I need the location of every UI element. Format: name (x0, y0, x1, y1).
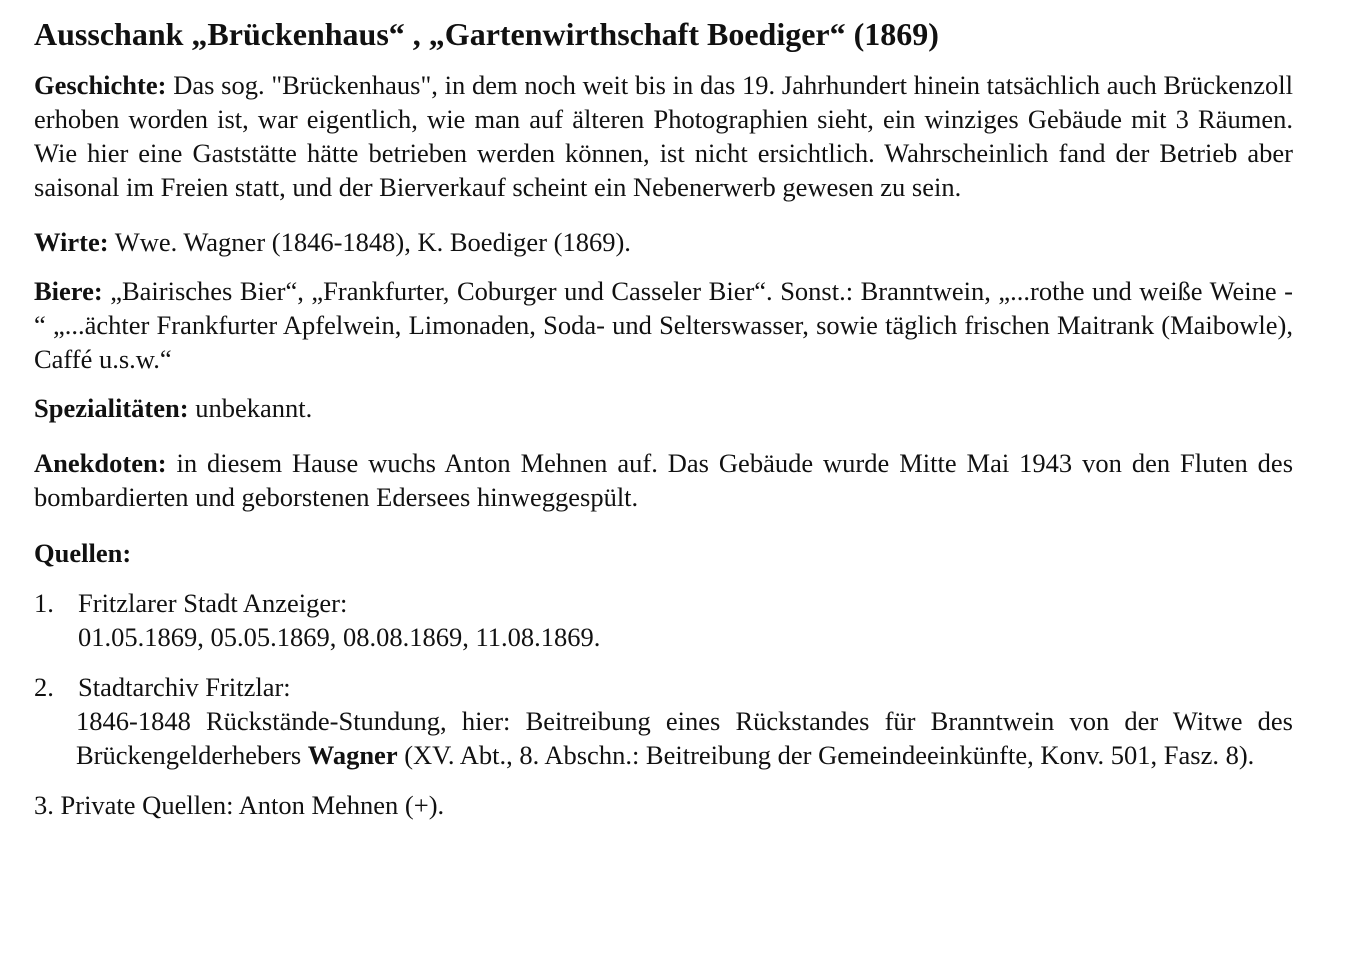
source-item (34, 670, 1293, 772)
spezialitaeten-paragraph (34, 391, 1293, 425)
spezialitaeten-text: unbekannt. (195, 393, 313, 423)
wirte-text: Wwe. Wagner (1846-1848), K. Boediger (1869). (114, 227, 631, 257)
anekdoten-paragraph (34, 446, 1293, 514)
source-title: Stadtarchiv Fritzlar: (78, 672, 291, 702)
source-item (34, 586, 1293, 654)
source-text: 01.05.1869, 05.05.1869, 08.08.1869, 11.08.1869. (78, 622, 601, 652)
source-text: 1846-1848 Rückstände-Stundung, hier: Beitreibung eines Rückstandes für Branntwein von der Witwe des Brückengelderhebers (76, 706, 1293, 770)
page-title: Ausschank „Brückenhaus“ , „Gartenwirthschaft Boediger“ (1869) (34, 16, 939, 52)
biere-text: „Bairisches Bier“, „Frankfurter, Coburger und Casseler Bier“. Sonst.: Branntwein, „...rothe und weiße Weine - “ „...ächter Frankfurter Apfelwein, Limonaden, Soda- und Selterswasser, sowie täglich frischen Maitrank (Maibowle), Caffé u.s.w.“ (34, 276, 1293, 374)
spezialitaeten-label: Spezialitäten: (34, 393, 189, 423)
source-item (34, 788, 1293, 822)
wirte-paragraph (34, 225, 1293, 259)
biere-paragraph (34, 274, 1293, 376)
source-title: Fritzlarer Stadt Anzeiger: (78, 588, 348, 618)
source-number: 2. (34, 672, 54, 702)
quellen-heading (34, 536, 1293, 570)
anekdoten-text: in diesem Hause wuchs Anton Mehnen auf. Das Gebäude wurde Mitte Mai 1943 von den Fluten des bombardierten und geborstenen Edersees hinweggespült. (34, 448, 1294, 512)
source-text-block (76, 704, 1293, 772)
anekdoten-label: Anekdoten: (34, 448, 167, 478)
source-name-bold: Wagner (307, 740, 398, 770)
source-text-continued: (XV. Abt., 8. Abschn.: Beitreibung der Gemeindeeinkünfte, Konv. 501, Fasz. 8). (404, 740, 1255, 770)
document-page (34, 14, 1293, 822)
geschichte-label: Geschichte: (34, 70, 167, 100)
geschichte-text: Das sog. "Brückenhaus", in dem noch weit bis in das 19. Jahrhundert hinein tatsächlich auch Brückenzoll erhoben worden ist, war eigentlich, wie man auf älteren Photographien sieht, ein winziges Gebäude mit 3 Räumen. Wie hier eine Gaststätte hätte betrieben werden können, ist nicht ersichtlich. Wahrscheinlich fand der Betrieb aber saisonal im Freien statt, und der Bierverkauf scheint ein Nebenerwerb gewesen zu sein. (34, 70, 1293, 202)
wirte-label: Wirte: (34, 227, 109, 257)
source-number: 1. (34, 588, 54, 618)
quellen-label: Quellen: (34, 538, 132, 568)
source-text: 3. Private Quellen: Anton Mehnen (+). (34, 790, 445, 820)
geschichte-paragraph (34, 68, 1293, 204)
biere-label: Biere: (34, 276, 103, 306)
